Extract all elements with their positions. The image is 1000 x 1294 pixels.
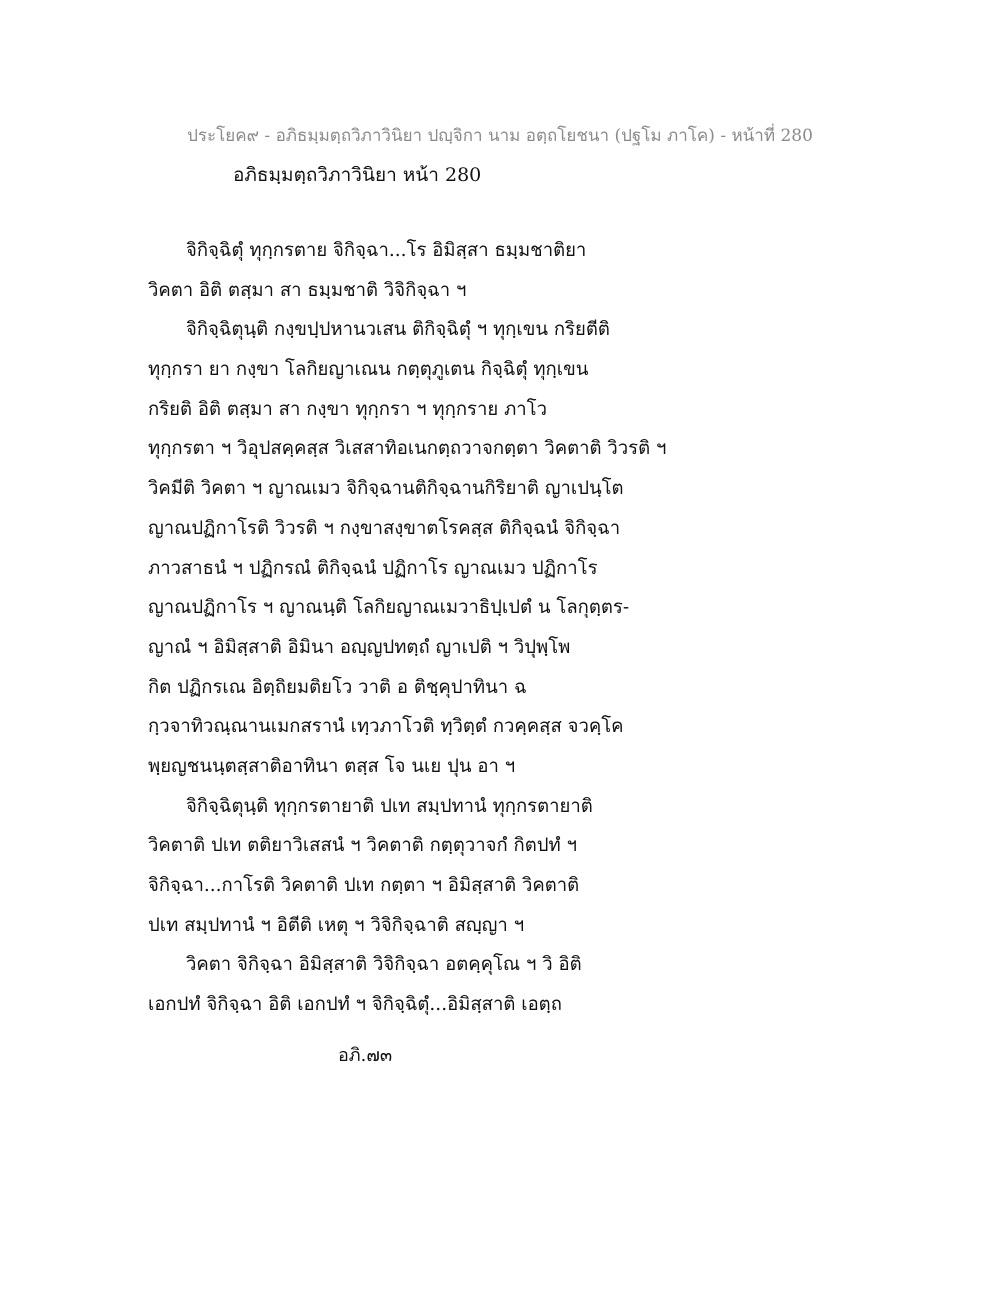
running-header: ประโยค๙ - อภิธมฺมตฺถวิภาวินิยา ปญฺจิกา นาม อตฺถโยชนา (ปฐโม ภาโค) - หน้าที่ 280 xyxy=(187,126,813,146)
text-line: จิกิจฺฉิตุํ ทุกฺกรตาย จิกิจฺฉา...โร อิมิสฺสา ธมฺมชาติยา xyxy=(186,240,587,261)
text-line: ญาณปฏิกาโร ฯ ญาณนฺติ โลกิยญาณเมวาธิปฺเปตํ น โลกุตฺตร- xyxy=(148,597,630,619)
text-line: วิคตา จิกิจฺฉา อิมิสฺสาติ วิจิกิจฺฉา อตคฺคุโณ ฯ วิ อิติ xyxy=(186,954,582,976)
text-line: วิคตาติ ปเท ตติยาวิเสสนํ ฯ วิคตาติ กตฺตุวาจกํ กิตปทํ ฯ xyxy=(148,835,577,857)
text-line: กฺวจาทิวณฺณานเมกสรานํ เทฺวภาโวติ ทฺวิตฺตํ กวคฺคสฺส จวคฺโค xyxy=(148,716,624,738)
text-line: พฺยญชนนฺตสฺสาติอาทินา ตสฺส โจ นเย ปุน อา ฯ xyxy=(148,755,516,777)
text-line: ทุกฺกรา ยา กงฺขา โลกิยญาเณน กตฺตุภูเตน กิจฺฉิตุํ ทุกฺเขน xyxy=(148,359,589,381)
text-line: กิต ปฏิกรเณ อิตฺถิยมติยโว วาติ อ ติชฺคุปาทินา ฉ xyxy=(148,676,527,698)
text-line: กริยติ อิติ ตสฺมา สา กงฺขา ทุกฺกรา ฯ ทุกฺกราย ภาโว xyxy=(148,398,547,420)
text-line: ภาวสาธนํ ฯ ปฏิกรณํ ติกิจฺฉนํ ปฏิกาโร ญาณเมว ปฏิกาโร xyxy=(148,557,598,579)
text-line: วิคมีติ วิคตา ฯ ญาณเมว จิกิจฺฉานติกิจฺฉานกิริยาติ ญาเปนฺโต xyxy=(148,478,624,500)
text-line: ญาณปฏิกาโรติ วิวรติ ฯ กงฺขาสงฺขาตโรคสฺส ติกิจฺฉนํ จิกิจฺฉา xyxy=(148,517,621,539)
text-line: จิกิจฺฉิตุนฺติ ทุกฺกรตายาติ ปเท สมฺปทานํ ทุกฺกรตายาติ xyxy=(186,795,593,817)
text-line: ทุกฺกรตา ฯ วิอุปสคฺคสฺส วิเสสาทิอเนกตฺถวาจกตฺตา วิคตาติ วิวรติ ฯ xyxy=(148,438,667,460)
text-line: วิคตา อิติ ตสฺมา สา ธมฺมชาติ วิจิกิจฺฉา ฯ xyxy=(148,279,467,301)
text-line: ญาณํ ฯ อิมิสฺสาติ อิมินา อญฺญปทตฺถํ ญาเปติ ฯ วิปุพฺโพ xyxy=(148,636,571,658)
body-text xyxy=(148,236,708,1030)
text-line: ปเท สมฺปทานํ ฯ อิตีติ เหตุ ฯ วิจิกิจฺฉาติ สญฺญา ฯ xyxy=(148,914,525,936)
text-line: จิกิจฺฉิตุนฺติ กงฺขปฺปหานวเสน ติกิจฺฉิตุํ ฯ ทุกฺเขน กริยตีติ xyxy=(186,319,610,341)
page-title: อภิธมฺมตฺถวิภาวินิยา หน้า 280 xyxy=(233,164,482,186)
footnote-reference: อภิ.๗๓ xyxy=(338,1045,393,1066)
text-line: เอกปทํ จิกิจฺฉา อิติ เอกปทํ ฯ จิกิจฺฉิตุํ...อิมิสฺสาติ เอตฺถ xyxy=(148,994,562,1016)
text-line: จิกิจฺฉา...กาโรติ วิคตาติ ปเท กตฺตา ฯ อิมิสฺสาติ วิคตาติ xyxy=(148,875,580,896)
